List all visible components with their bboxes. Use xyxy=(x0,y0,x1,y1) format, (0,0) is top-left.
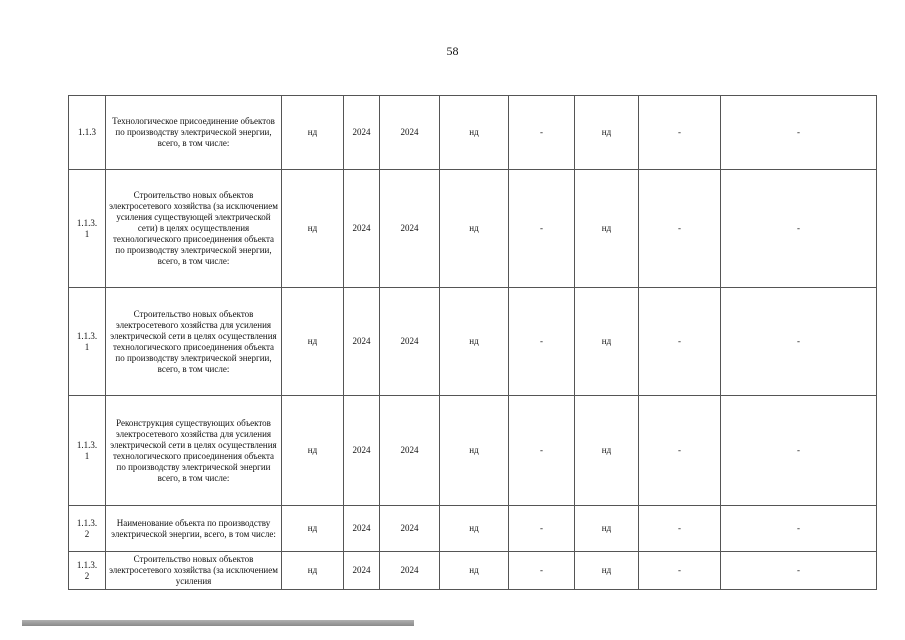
table-row xyxy=(69,170,877,288)
cell-c3: 2024 xyxy=(380,96,440,170)
table-row xyxy=(69,288,877,396)
cell-c3: 2024 xyxy=(380,396,440,506)
cell-c1: нд xyxy=(282,96,344,170)
cell-c4: нд xyxy=(440,288,509,396)
cell-c1: нд xyxy=(282,396,344,506)
cell-c4: нд xyxy=(440,96,509,170)
cell-c8: - xyxy=(721,288,877,396)
cell-c7: - xyxy=(639,96,721,170)
table-row xyxy=(69,506,877,552)
scan-edge-bar xyxy=(22,620,414,626)
cell-c1: нд xyxy=(282,170,344,288)
cell-c5: - xyxy=(509,288,575,396)
cell-c8: - xyxy=(721,506,877,552)
cell-c3: 2024 xyxy=(380,288,440,396)
table-row xyxy=(69,96,877,170)
cell-c7: - xyxy=(639,506,721,552)
row-code: 1.1.3. 2 xyxy=(69,552,106,590)
row-code: 1.1.3. 1 xyxy=(69,288,106,396)
cell-c7: - xyxy=(639,396,721,506)
row-name: Строительство новых объектов электросетевого хозяйства (за исключением усиления xyxy=(106,552,282,590)
cell-c7: - xyxy=(639,288,721,396)
cell-c2: 2024 xyxy=(344,170,380,288)
row-name: Строительство новых объектов электросетевого хозяйства для усиления электрической сети в целях осуществления технологического присоединения объекта по производству электрической энергии, всего, в том числе: xyxy=(106,288,282,396)
cell-c3: 2024 xyxy=(380,552,440,590)
cell-c5: - xyxy=(509,96,575,170)
cell-c2: 2024 xyxy=(344,396,380,506)
cell-c4: нд xyxy=(440,506,509,552)
row-name: Технологическое присоединение объектов по производству электрической энергии, всего, в том числе: xyxy=(106,96,282,170)
cell-c2: 2024 xyxy=(344,96,380,170)
cell-c3: 2024 xyxy=(380,170,440,288)
cell-c6: нд xyxy=(575,552,639,590)
cell-c4: нд xyxy=(440,170,509,288)
cell-c6: нд xyxy=(575,506,639,552)
row-name: Наименование объекта по производству электрической энергии, всего, в том числе: xyxy=(106,506,282,552)
row-code: 1.1.3. 2 xyxy=(69,506,106,552)
cell-c2: 2024 xyxy=(344,288,380,396)
cell-c6: нд xyxy=(575,396,639,506)
cell-c5: - xyxy=(509,396,575,506)
cell-c3: 2024 xyxy=(380,506,440,552)
row-code: 1.1.3 xyxy=(69,96,106,170)
cell-c4: нд xyxy=(440,396,509,506)
cell-c6: нд xyxy=(575,170,639,288)
cell-c1: нд xyxy=(282,506,344,552)
cell-c1: нд xyxy=(282,288,344,396)
table-row xyxy=(69,396,877,506)
row-code: 1.1.3. 1 xyxy=(69,396,106,506)
cell-c1: нд xyxy=(282,552,344,590)
data-table xyxy=(68,95,877,590)
cell-c7: - xyxy=(639,170,721,288)
cell-c6: нд xyxy=(575,288,639,396)
cell-c8: - xyxy=(721,170,877,288)
page-number: 58 xyxy=(446,44,459,58)
cell-c8: - xyxy=(721,552,877,590)
cell-c2: 2024 xyxy=(344,552,380,590)
row-code: 1.1.3. 1 xyxy=(69,170,106,288)
cell-c6: нд xyxy=(575,96,639,170)
cell-c5: - xyxy=(509,552,575,590)
cell-c2: 2024 xyxy=(344,506,380,552)
cell-c7: - xyxy=(639,552,721,590)
cell-c4: нд xyxy=(440,552,509,590)
cell-c5: - xyxy=(509,506,575,552)
cell-c5: - xyxy=(509,170,575,288)
table-row xyxy=(69,552,877,590)
cell-c8: - xyxy=(721,396,877,506)
cell-c8: - xyxy=(721,96,877,170)
row-name: Строительство новых объектов электросетевого хозяйства (за исключением усиления существующей электрической сети) в целях осуществления технологического присоединения объекта по производству электрической энергии, всего, в том числе: xyxy=(106,170,282,288)
row-name: Реконструкция существующих объектов электросетевого хозяйства для усиления электрической сети в целях осуществления технологического присоединения объекта по производству электрической энергии всего, в том числе: xyxy=(106,396,282,506)
